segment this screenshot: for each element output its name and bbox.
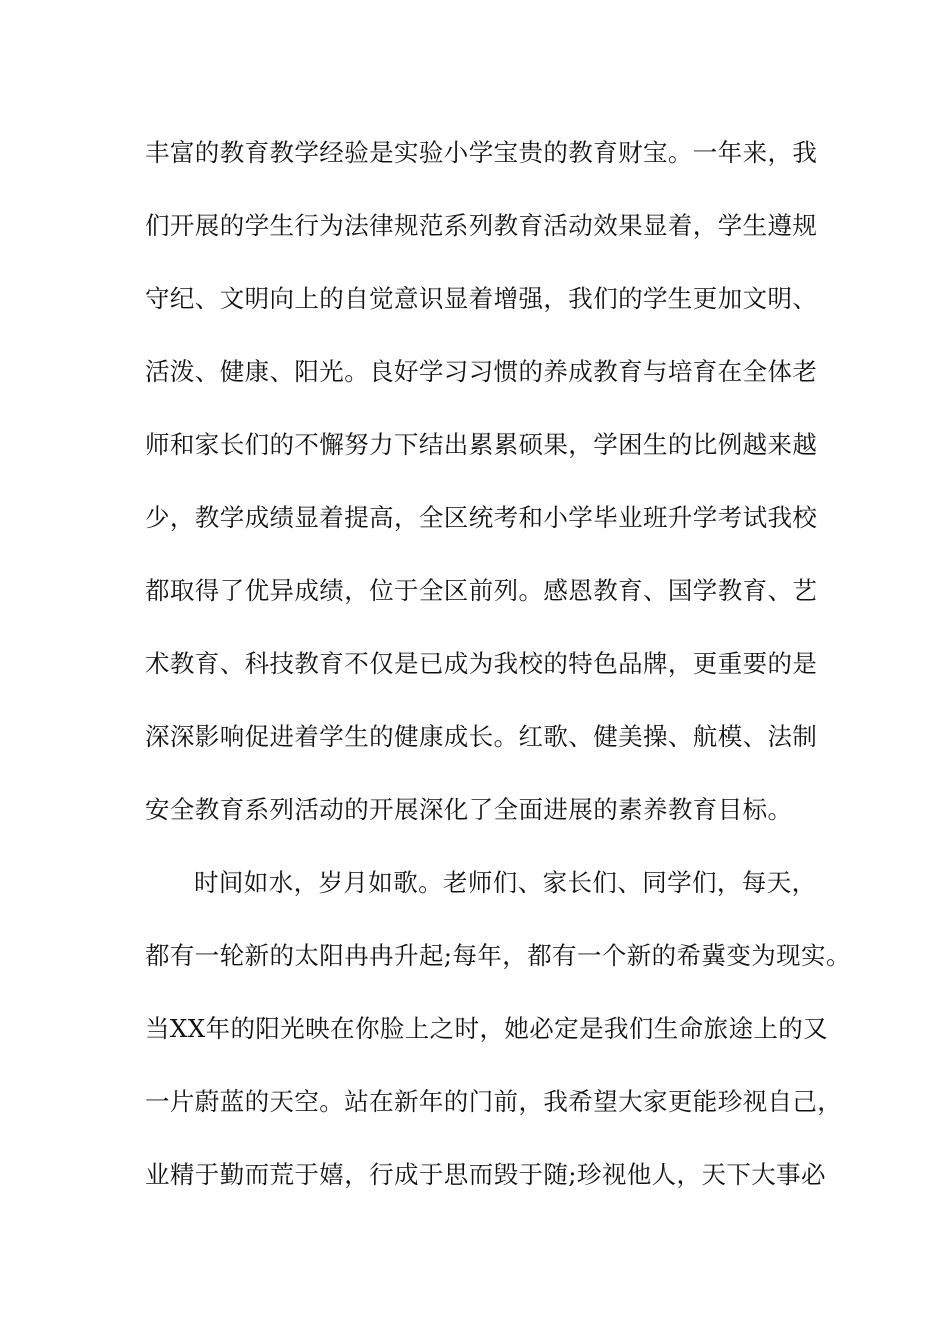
paragraph-1-line-7: 都取得了优异成绩，位于全区前列。感恩教育、国学教育、艺 — [145, 576, 818, 605]
paragraph-1-line-5: 师和家长们的不懈努力下结出累累硕果，学困生的比例越来越 — [145, 430, 818, 459]
paragraph-1-line-2: 们开展的学生行为法律规范系列教育活动效果显着，学生遵规 — [145, 211, 818, 240]
paragraph-1-line-6: 少，教学成绩显着提高，全区统考和小学毕业班升学考试我校 — [145, 503, 818, 532]
paragraph-2-line-3: 当XX年的阳光映在你脸上之时，她必定是我们生命旅途上的又 — [145, 1014, 829, 1043]
paragraph-1-line-8: 术教育、科技教育不仅是已成为我校的特色品牌，更重要的是 — [145, 649, 818, 678]
paragraph-1-line-4: 活泼、健康、阳光。良好学习习惯的养成教育与培育在全体老 — [145, 357, 818, 386]
paragraph-1-line-9: 深深影响促进着学生的健康成长。红歌、健美操、航模、法制 — [145, 722, 818, 751]
paragraph-2-line-1: 时间如水，岁月如歌。老师们、家长们、同学们，每天， — [194, 868, 817, 897]
paragraph-1-line-1: 丰富的教育教学经验是实验小学宝贵的教育财宝。一年来，我 — [145, 138, 818, 167]
paragraph-2-line-2: 都有一轮新的太阳冉冉升起;每年，都有一个新的希冀变为现实。 — [145, 941, 851, 970]
paragraph-1-line-3: 守纪、文明向上的自觉意识显着增强，我们的学生更加文明、 — [145, 284, 818, 313]
paragraph-1-line-10: 安全教育系列活动的开展深化了全面进展的素养教育目标。 — [145, 795, 793, 824]
paragraph-2-line-4: 一片蔚蓝的天空。站在新年的门前，我希望大家更能珍视自己， — [145, 1087, 843, 1116]
paragraph-2-line-5: 业精于勤而荒于嬉，行成于思而毁于随;珍视他人，天下大事必 — [145, 1160, 826, 1189]
